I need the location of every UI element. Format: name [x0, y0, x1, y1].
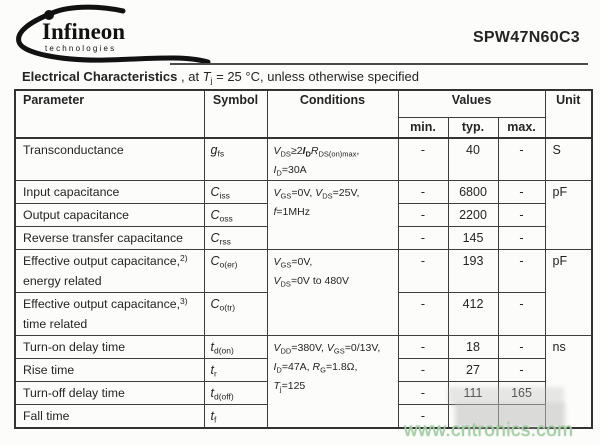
unit-cell: pF	[545, 250, 592, 336]
parameter-cell: Rise time	[15, 359, 204, 382]
typ-value-cell: 27	[448, 359, 498, 382]
table-row	[15, 336, 592, 359]
logo-brand-text: Infineon	[42, 19, 126, 44]
typ-value-cell: 412	[448, 293, 498, 336]
electrical-characteristics-table	[14, 89, 593, 429]
max-value-cell: -	[498, 359, 545, 382]
symbol-cell: $C_{o(er)}$	[204, 250, 267, 293]
infineon-logo	[8, 2, 218, 68]
typ-value-cell: 2200	[448, 204, 498, 227]
symbol-cell: $t_r$	[204, 359, 267, 382]
typ-value-cell: 40	[448, 138, 498, 181]
header-rule	[170, 63, 588, 65]
table-row	[15, 138, 592, 181]
col-header-typ: typ.	[448, 118, 498, 139]
typ-value-cell: 145	[448, 227, 498, 250]
max-value-cell: -	[498, 181, 545, 204]
parameter-cell: Effective output capacitance,$^{3)}$ time related	[15, 293, 204, 336]
max-value-cell: -	[498, 336, 545, 359]
min-value-cell: -	[398, 382, 448, 405]
max-value-cell: -	[498, 138, 545, 181]
min-value-cell: -	[398, 336, 448, 359]
typ-value-cell: 6800	[448, 181, 498, 204]
symbol-cell: $g_{fs}$	[204, 138, 267, 181]
symbol-cell: $t_{d(on)}$	[204, 336, 267, 359]
min-value-cell: -	[398, 204, 448, 227]
symbol-cell: $C_{iss}$	[204, 181, 267, 204]
col-header-values: Values	[398, 90, 545, 118]
table-header	[15, 90, 592, 138]
conditions-cell: $V_{DD}=380V$, $V_{GS}=0/13V$, $I_D=47A$, $R_G=1.8\Omega$, $T_j=125$	[267, 336, 398, 429]
min-value-cell: -	[398, 250, 448, 293]
max-value-cell: -	[498, 250, 545, 293]
part-number: SPW47N60C3	[472, 29, 580, 46]
min-value-cell: -	[398, 181, 448, 204]
parameter-cell: Effective output capacitance,$^{2)}$ energy related	[15, 250, 204, 293]
max-value-cell: -	[498, 293, 545, 336]
table-header-row-1	[15, 90, 592, 118]
unit-cell: pF	[545, 181, 592, 250]
watermark-text: www.cntronics.com	[404, 420, 574, 441]
col-header-unit: Unit	[545, 90, 592, 138]
symbol-cell: $C_{o(tr)}$	[204, 293, 267, 336]
table-row	[15, 250, 592, 293]
symbol-cell: $C_{oss}$	[204, 204, 267, 227]
max-value-cell: -	[498, 204, 545, 227]
unit-cell: ns	[545, 336, 592, 429]
conditions-cell: $V_{GS}=0V$, $V_{DS}=0V$ to 480V	[267, 250, 398, 336]
col-header-conditions: Conditions	[267, 90, 398, 138]
symbol-cell: $t_{d(off)}$	[204, 382, 267, 405]
typ-value-cell: 18	[448, 336, 498, 359]
min-value-cell: -	[398, 138, 448, 181]
parameter-cell: Input capacitance	[15, 181, 204, 204]
max-value-cell: 165	[498, 382, 545, 405]
col-header-parameter: Parameter	[15, 90, 204, 138]
parameter-cell: Turn-on delay time	[15, 336, 204, 359]
col-header-symbol: Symbol	[204, 90, 267, 138]
typ-value-cell: 193	[448, 250, 498, 293]
conditions-cell: $V_{DS}\ge 2I_DR_{DS(on)max}$, $I_D=30A$	[267, 138, 398, 181]
table-row	[15, 181, 592, 204]
parameter-cell: Output capacitance	[15, 204, 204, 227]
symbol-cell: $C_{rss}$	[204, 227, 267, 250]
col-header-min: min.	[398, 118, 448, 139]
max-value-cell: -	[498, 227, 545, 250]
parameter-cell: Transconductance	[15, 138, 204, 181]
logo-brand-subtext: technologies	[45, 44, 117, 53]
table-body	[15, 138, 592, 428]
unit-cell: S	[545, 138, 592, 181]
conditions-cell: $V_{GS}=0V$, $V_{DS}=25V$, f=1MHz	[267, 181, 398, 250]
parameter-cell: Turn-off delay time	[15, 382, 204, 405]
parameter-cell: Reverse transfer capacitance	[15, 227, 204, 250]
col-header-max: max.	[498, 118, 545, 139]
typ-value-cell: 111	[448, 382, 498, 405]
min-value-cell: -	[398, 227, 448, 250]
min-value-cell: -	[398, 293, 448, 336]
min-value-cell: -	[398, 405, 448, 429]
symbol-cell: $t_f$	[204, 405, 267, 429]
parameter-cell: Fall time	[15, 405, 204, 429]
section-heading: Electrical Characteristics , at $T_j = 25$ °C, unless otherwise specified	[22, 69, 419, 86]
min-value-cell: -	[398, 359, 448, 382]
